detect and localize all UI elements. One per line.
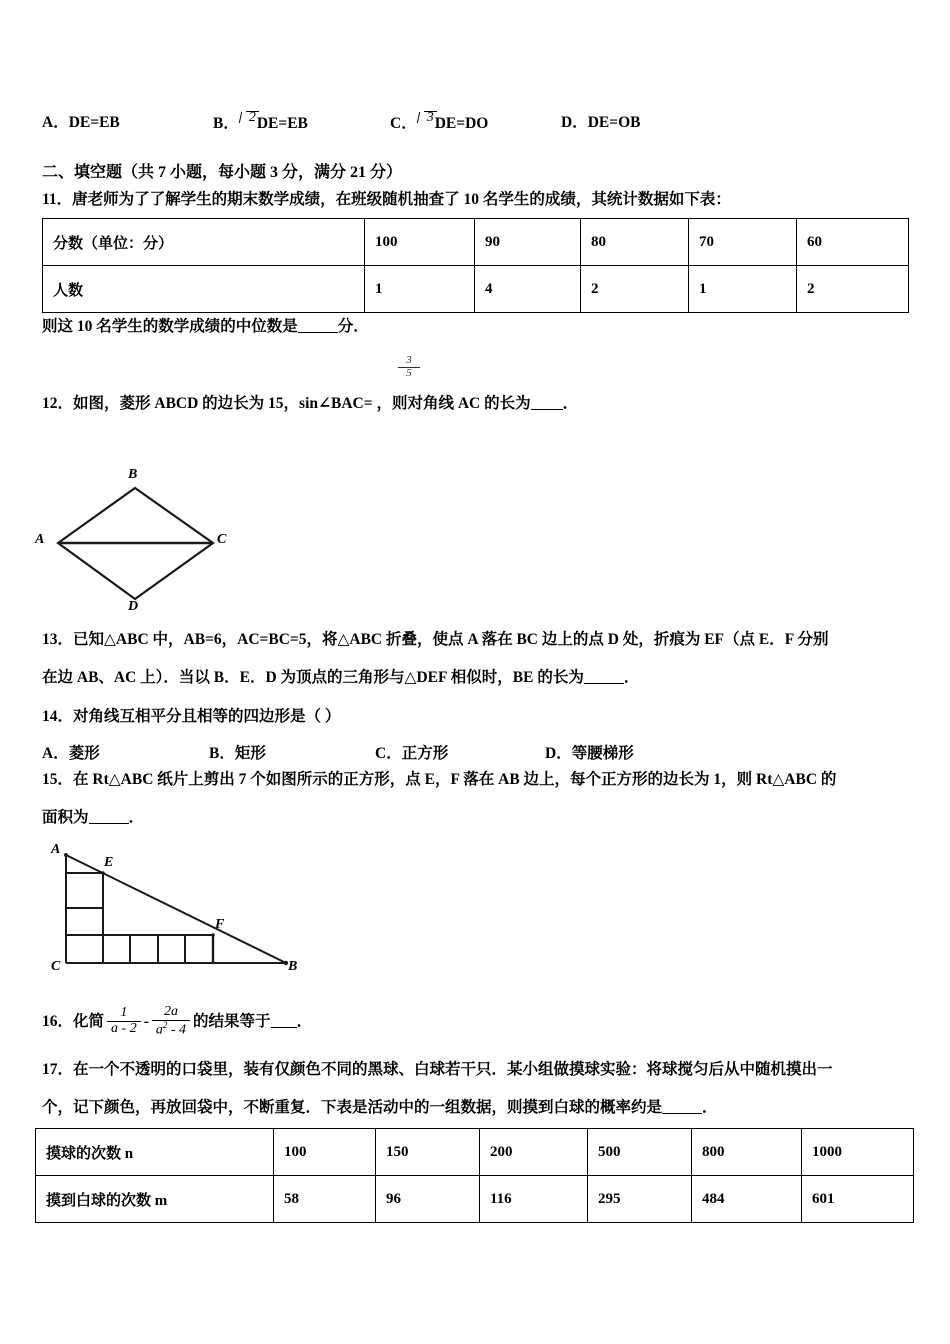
q11-stem-text: 唐老师为了了解学生的期末数学成绩，在班级随机抽查了 10 名学生的成绩，其统计数据如下表： [72,191,731,208]
q13-line2-before: 在边 AB、AC 上）．当以 B．E．D 为顶点的三角形与△DEF 相似时，BE 的长为 [42,669,584,686]
q15-number: 15． [42,771,74,788]
q17-m-cell: 295 [588,1176,692,1223]
q13-line2 [42,670,639,686]
table-row [36,1129,914,1176]
q16-frac2-denominator [152,1020,190,1038]
q15-line2-before: 面积为 [42,809,89,826]
triangle-vertex-label-c: C [51,959,61,974]
section-title-fill-in-blank: 二、填空题（共 7 小题，每小题 3 分，满分 21 分） [42,164,403,181]
q16-answer-blank[interactable] [271,1027,297,1028]
q10-choice-d[interactable] [561,110,640,132]
q11-count-cell: 2 [797,266,909,313]
q17-m-cell: 116 [480,1176,588,1223]
q17-number: 17． [42,1061,74,1078]
q12-stem [42,396,578,412]
right-triangle-squares-svg [38,845,303,985]
table-row [36,1176,914,1223]
q14-choice-a-text: 菱形 [68,745,100,762]
q14-choice-c-label: C． [375,745,402,762]
q10-choice-c-label: C． [390,115,417,132]
q14-stem [42,709,340,725]
sqrt-icon: 2 [239,110,256,126]
q10-choice-c[interactable] [390,110,488,133]
q14-choice-a-label: A． [42,745,69,762]
q17-m-cell: 601 [802,1176,914,1223]
q16-text-before: 化简 [73,1013,105,1031]
q16-number: 16． [42,1013,74,1031]
q10-choice-a-text: DE=EB [68,114,120,131]
q11-tail-after: 分． [337,318,369,335]
q14-choice-b-text: 矩形 [234,745,266,762]
q17-m-cell: 484 [692,1176,802,1223]
q14-choice-b-label: B． [209,745,235,762]
sqrt-icon: 3 [417,110,434,126]
q14-choice-a[interactable] [42,741,100,763]
q14-choice-b[interactable] [209,741,266,763]
q10-choice-d-text: DE=OB [587,114,641,131]
q14-choice-d-label: D． [545,745,572,762]
q16-frac1-numerator: 1 [120,1005,128,1021]
q17-answer-blank[interactable] [662,1113,702,1114]
q13-line1-text: 已知△ABC 中，AB=6，AC=BC=5，将△ABC 折叠，使点 A 落在 BC 边上的点 D 处，折痕为 EF（点 E．F 分别 [73,631,829,648]
q11-score-cell: 60 [797,219,909,266]
triangle-point-label-e: E [104,855,114,870]
q11-row-header-counts: 人数 [43,266,365,313]
q17-n-cell: 100 [274,1129,376,1176]
q16-fraction-2 [152,1005,190,1038]
q12-fraction-numerator: 3 [406,354,412,366]
triangle-vertex-label-a: A [51,842,61,857]
q17-row-header-n: 摸球的次数 n [36,1129,274,1176]
q10-choice-a-label: A． [42,114,69,131]
q11-stem [42,192,731,208]
q10-choice-c-text: DE=DO [434,115,489,132]
rhombus-vertex-label-d: D [128,599,139,614]
q17-n-cell: 500 [588,1129,692,1176]
q16-frac2-den-rest: - 4 [167,1022,187,1038]
q15-line1-text: 在 Rt△ABC 纸片上剪出 7 个如图所示的正方形，点 E，F 落在 AB 边上，每个正方形的边长为 1，则 Rt△ABC 的 [73,771,837,788]
q13-line2-after: ． [623,669,640,686]
q14-choice-c-text: 正方形 [401,745,449,762]
q17-line2-after: ． [702,1099,718,1116]
q16-stem [42,1006,312,1039]
q17-m-cell: 58 [274,1176,376,1223]
q12-number: 12． [42,395,74,412]
rhombus-abcd-figure [35,462,265,620]
q11-count-cell: 1 [689,266,797,313]
q16-text-after-before-blank: 的结果等于 [193,1013,271,1031]
q10-choice-b[interactable] [213,110,308,133]
q13-answer-blank[interactable] [584,683,624,684]
q11-answer-blank[interactable] [298,332,338,333]
rhombus-vertex-label-a: A [35,532,45,547]
q12-sine-fraction [398,355,420,379]
q17-line2-before: 个，记下颜色，再放回袋中，不断重复．下表是活动中的一组数据，则摸到白球的概率约是 [42,1099,663,1116]
q17-line1 [42,1062,833,1078]
q17-n-cell: 800 [692,1129,802,1176]
q15-line2-after: ． [128,809,145,826]
triangle-point-label-f: F [215,917,225,932]
q11-tail-before: 则这 10 名学生的数学成绩的中位数是 [42,318,298,335]
q17-line2 [42,1100,718,1116]
q10-choice-b-text: DE=EB [256,115,308,132]
q10-choice-d-label: D． [561,114,588,131]
q11-score-cell: 80 [581,219,689,266]
q13-line1 [42,632,828,648]
q11-number: 11． [42,191,73,208]
q10-choice-a[interactable] [42,110,120,132]
q11-tail [42,319,369,335]
q12-text-before: 如图，菱形 ABCD 的边长为 15，sin∠BAC= ，则对角线 AC 的长为 [73,395,531,412]
q16-fraction-1 [107,1006,141,1036]
q12-fraction-denominator: 5 [398,367,420,380]
right-triangle-squares-figure [38,842,303,985]
q14-number: 14． [42,708,74,725]
q11-score-cell: 100 [365,219,475,266]
q11-score-cell: 70 [689,219,797,266]
q16-frac2-numerator: 2a [163,1004,178,1019]
rhombus-vertex-label-b: B [128,467,138,482]
q16-frac2-den-base: a [155,1022,163,1038]
q16-frac2-den-exponent: 2 [162,1019,168,1030]
q16-frac1-denominator: a - 2 [107,1021,141,1037]
q17-row-header-m: 摸到白球的次数 m [36,1176,274,1223]
q11-count-cell: 2 [581,266,689,313]
q16-text-after: ． [296,1013,313,1031]
q17-line1-text: 在一个不透明的口袋里，装有仅颜色不同的黑球、白球若干只．某小组做摸球实验：将球搅匀后从中随机摸出一 [73,1061,833,1078]
q17-n-cell: 1000 [802,1129,914,1176]
q14-stem-text: 对角线互相平分且相等的四边形是（ ） [73,708,341,725]
q12-text-after: ． [562,395,579,412]
q10-choice-b-label: B． [213,115,239,132]
q13-number: 13． [42,631,74,648]
q11-score-table [42,218,909,313]
q17-m-cell: 96 [376,1176,480,1223]
q14-choice-d-text: 等腰梯形 [571,745,634,762]
q11-count-cell: 4 [475,266,581,313]
rhombus-svg [35,462,265,620]
q17-n-cell: 150 [376,1129,480,1176]
q14-choice-d[interactable] [545,741,634,763]
q11-count-cell: 1 [365,266,475,313]
q16-operator: - [143,1013,149,1031]
q12-answer-blank[interactable] [531,409,563,410]
table-row [43,266,909,313]
q11-score-cell: 90 [475,219,581,266]
q15-line1 [42,772,836,788]
table-row [43,219,909,266]
q14-choice-c[interactable] [375,741,448,763]
rhombus-vertex-label-c: C [217,532,227,547]
q15-answer-blank[interactable] [89,823,129,824]
q15-line2 [42,810,144,826]
q17-n-cell: 200 [480,1129,588,1176]
q11-row-header-scores: 分数（单位：分） [43,219,365,266]
triangle-vertex-label-b: B [288,959,298,974]
q17-probability-table [35,1128,914,1223]
